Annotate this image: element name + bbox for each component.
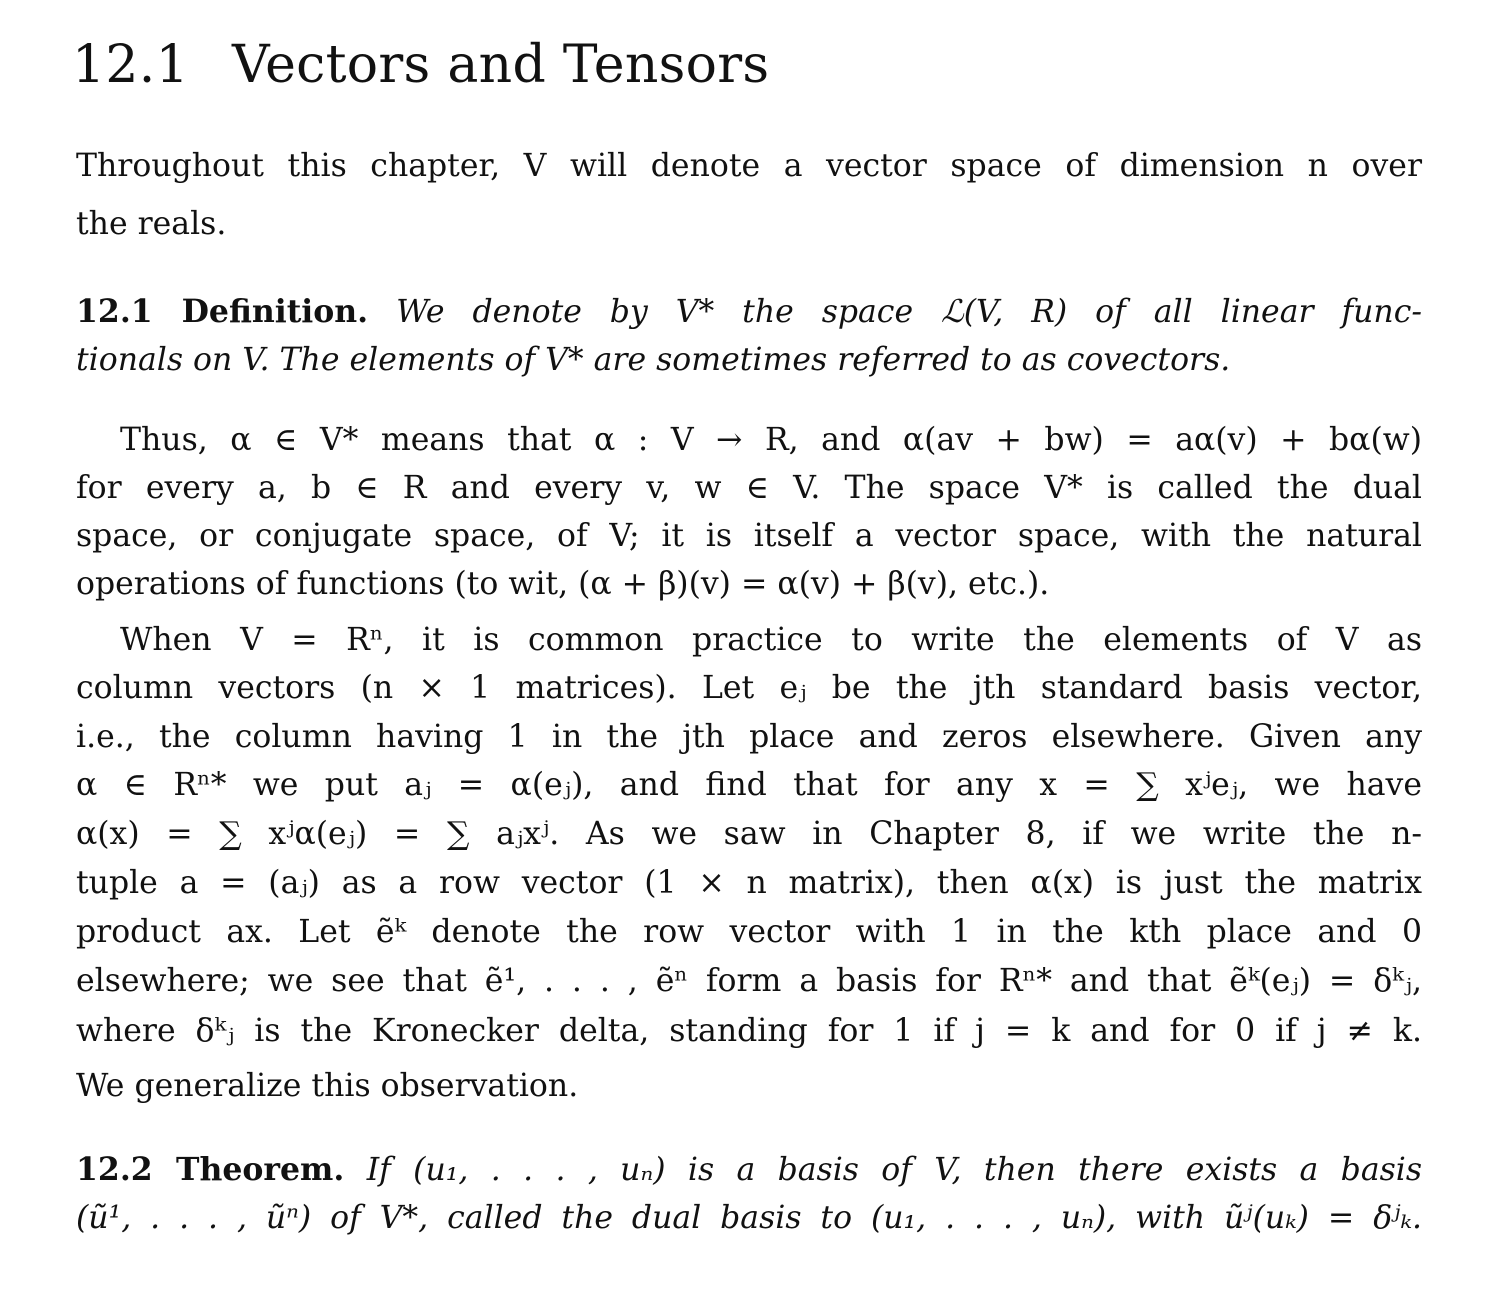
para1-line-4: operations of functions (to wit, (α + β)(v) = α(v) + β(v), etc.). [76,566,1050,602]
para1-line-3: space, or conjugate space, of V; it is itself a vector space, with the natural [76,518,1422,554]
para2-line-4: α ∈ Rⁿ* we put aⱼ = α(eⱼ), and find that for any x = ∑ xʲeⱼ, we have [76,767,1422,803]
section-title: Vectors and Tensors [232,35,770,95]
para2-line-3: i.e., the column having 1 in the jth place and zeros elsewhere. Given any [76,719,1422,755]
theorem-text-1: If (u₁, . . . , uₙ) is a basis of V, then there exists a basis [366,1152,1423,1188]
para2-line-5: α(x) = ∑ xʲα(eⱼ) = ∑ aⱼxʲ. As we saw in Chapter 8, if we write the n- [76,816,1422,852]
para2-line-2: column vectors (n × 1 matrices). Let eⱼ be the jth standard basis vector, [76,670,1422,706]
definition-text-2: tionals on V. The elements of V* are sometimes referred to as covectors. [76,342,1231,378]
intro-line-1: Throughout this chapter, V will denote a vector space of dimension n over [76,148,1422,184]
definition-text-1: We denote by V* the space ℒ(V, R) of all linear func- [396,294,1422,330]
theorem-label: 12.2 Theorem. [76,1151,345,1188]
para2-line-7: product ax. Let ẽᵏ denote the row vector with 1 in the kth place and 0 [76,914,1422,950]
para2-line-10: We generalize this observation. [76,1068,579,1104]
section-number: 12.1 [72,35,189,95]
section-heading [72,30,769,100]
theorem-line-2 [76,1198,1422,1238]
definition-line-1 [76,292,1422,332]
para2-line-8: elsewhere; we see that ẽ¹, . . . , ẽⁿ form a basis for Rⁿ* and that ẽᵏ(eⱼ) = δᵏⱼ, [76,963,1422,999]
para2-line-1: When V = Rⁿ, it is common practice to write the elements of V as [120,622,1422,658]
para1-line-1: Thus, α ∈ V* means that α : V → R, and α(av + bw) = aα(v) + bα(w) [120,422,1422,458]
intro-line-2: the reals. [76,206,227,242]
theorem-text-2: (ũ¹, . . . , ũⁿ) of V*, called the dual basis to (u₁, . . . , uₙ), with ũʲ(uₖ) = δʲₖ. [76,1200,1422,1236]
definition-label: 12.1 Definition. [76,293,369,330]
para1-line-2: for every a, b ∈ R and every v, w ∈ V. The space V* is called the dual [76,470,1422,506]
para2-line-9: where δᵏⱼ is the Kronecker delta, standing for 1 if j = k and for 0 if j ≠ k. [76,1013,1422,1049]
theorem-line-1 [76,1150,1422,1190]
para2-line-6: tuple a = (aⱼ) as a row vector (1 × n matrix), then α(x) is just the matrix [76,865,1422,901]
definition-line-2 [76,340,1422,380]
